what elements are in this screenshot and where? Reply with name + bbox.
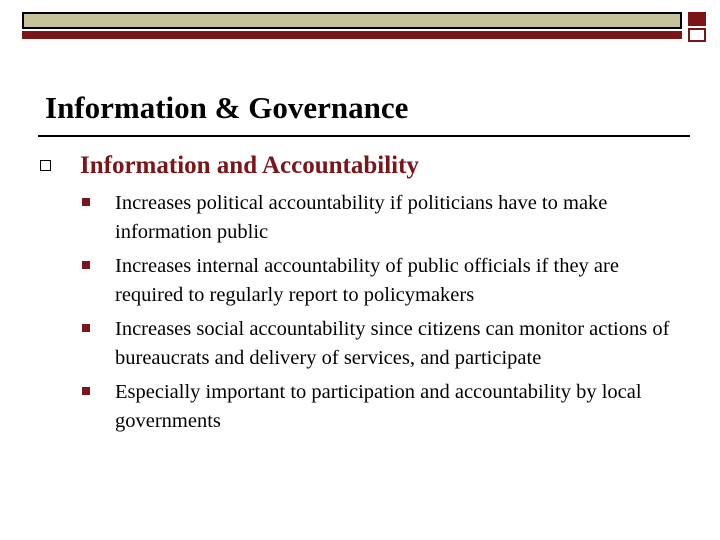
header-square-filled <box>688 12 706 26</box>
list-item <box>80 315 690 372</box>
list-item-text: Increases internal accountability of public officials if they are required to regularly report to policymakers <box>115 255 619 306</box>
level1-heading: Information and Accountability <box>80 152 419 179</box>
bullet-list <box>80 189 690 441</box>
list-item-text: Especially important to participation and accountability by local governments <box>115 381 642 432</box>
title-divider <box>38 135 690 137</box>
list-item-text: Increases social accountability since citizens can monitor actions of bureaucrats and delivery of services, and participate <box>115 318 670 369</box>
header-stripe <box>22 31 682 39</box>
slide-title: Information & Governance <box>45 90 409 125</box>
list-item <box>80 189 690 246</box>
hollow-square-bullet-icon <box>40 160 51 171</box>
list-item <box>80 252 690 309</box>
header-band <box>22 12 682 29</box>
list-item-text: Increases political accountability if politicians have to make information public <box>115 192 608 243</box>
square-bullet-icon <box>82 198 90 206</box>
square-bullet-icon <box>82 324 90 332</box>
list-item <box>80 378 690 435</box>
square-bullet-icon <box>82 387 90 395</box>
header-square-outline <box>688 28 706 42</box>
square-bullet-icon <box>82 261 90 269</box>
